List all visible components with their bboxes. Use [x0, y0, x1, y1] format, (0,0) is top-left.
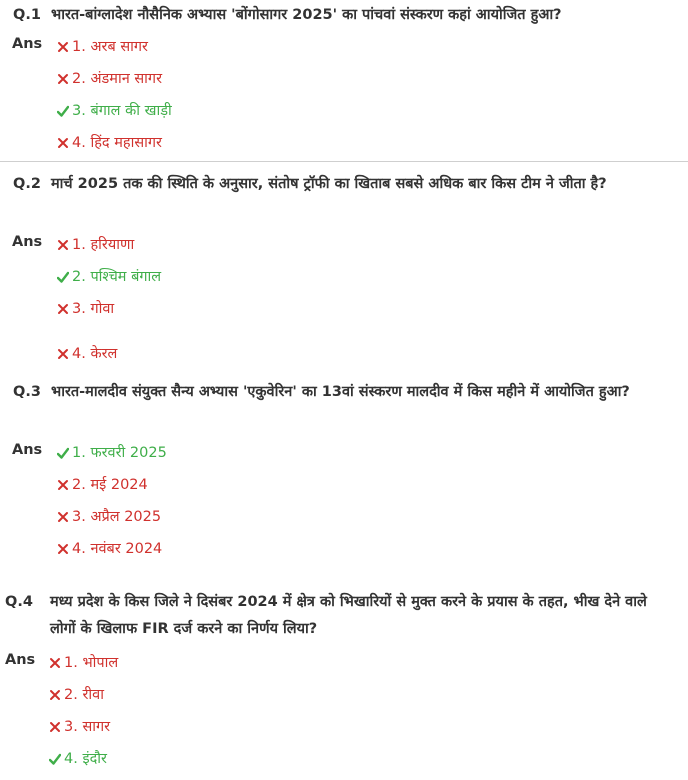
answer-label: Ans [12, 36, 43, 52]
option-1[interactable] [57, 234, 134, 254]
option-label: 3. बंगाल की खाड़ी [72, 103, 172, 119]
option-label: 4. हिंद महासागर [72, 135, 162, 151]
cross-icon [57, 301, 69, 315]
question-1-header [13, 2, 673, 29]
check-icon [57, 103, 69, 117]
check-icon [57, 269, 69, 283]
option-4[interactable] [57, 538, 162, 558]
option-4[interactable] [49, 748, 107, 768]
option-label: 2. पश्चिम बंगाल [72, 269, 162, 285]
option-3[interactable] [57, 298, 114, 318]
option-1[interactable] [57, 442, 167, 462]
answer-label: Ans [12, 442, 43, 458]
question-number: Q.4 [5, 594, 33, 610]
cross-icon [57, 346, 69, 360]
answer-label: Ans [5, 652, 36, 668]
option-2[interactable] [57, 68, 162, 88]
option-3[interactable] [49, 716, 110, 736]
option-4[interactable] [57, 343, 117, 363]
option-label: 3. सागर [64, 719, 111, 735]
question-4-header [5, 589, 675, 643]
question-number: Q.3 [13, 384, 41, 400]
question-text: मार्च 2025 तक की स्थिति के अनुसार, संतोष ट्रॉफी का खिताब सबसे अधिक बार किस टीम ने जीता है? [51, 176, 607, 192]
option-label: 1. अरब सागर [72, 39, 148, 55]
option-label: 4. नवंबर 2024 [72, 541, 163, 557]
option-label: 1. फरवरी 2025 [72, 445, 167, 461]
cross-icon [57, 71, 69, 85]
cross-icon [57, 39, 69, 53]
option-4[interactable] [57, 132, 162, 152]
cross-icon [57, 237, 69, 251]
option-label: 2. मई 2024 [72, 477, 148, 493]
cross-icon [49, 687, 61, 701]
cross-icon [57, 541, 69, 555]
cross-icon [49, 655, 61, 669]
question-text: भारत-मालदीव संयुक्त सैन्य अभ्यास 'एकुवेरिन' का 13वां संस्करण मालदीव में किस महीने में आयोजित हुआ? [51, 384, 630, 400]
option-label: 1. भोपाल [64, 655, 119, 671]
cross-icon [57, 135, 69, 149]
option-label: 4. इंदौर [64, 751, 107, 767]
option-label: 4. केरल [72, 346, 118, 362]
option-2[interactable] [57, 474, 148, 494]
option-label: 3. अप्रैल 2025 [72, 509, 162, 525]
check-icon [49, 751, 61, 765]
option-label: 1. हरियाणा [72, 237, 135, 253]
question-text: भारत-बांग्लादेश नौसैनिक अभ्यास 'बोंगोसागर 2025' का पांचवां संस्करण कहां आयोजित हुआ? [51, 7, 562, 23]
option-3[interactable] [57, 506, 161, 526]
option-label: 2. रीवा [64, 687, 104, 703]
question-number: Q.1 [13, 7, 41, 23]
option-2[interactable] [49, 684, 104, 704]
question-number: Q.2 [13, 176, 41, 192]
option-label: 2. अंडमान सागर [72, 71, 163, 87]
cross-icon [57, 477, 69, 491]
divider [0, 161, 688, 162]
check-icon [57, 445, 69, 459]
answer-label: Ans [12, 234, 43, 250]
question-text: मध्य प्रदेश के किस जिले ने दिसंबर 2024 में क्षेत्र को भिखारियों से मुक्त करने के प्रयास के तहत, भीख देने वाले लोगों के खिलाफ FIR दर्ज करने का निर्णय लिया? [50, 594, 647, 637]
option-2[interactable] [57, 266, 161, 286]
cross-icon [57, 509, 69, 523]
option-label: 3. गोवा [72, 301, 115, 317]
option-3[interactable] [57, 100, 172, 120]
question-2-header [13, 171, 673, 198]
option-1[interactable] [49, 652, 118, 672]
cross-icon [49, 719, 61, 733]
question-3-header [13, 379, 673, 406]
option-1[interactable] [57, 36, 148, 56]
